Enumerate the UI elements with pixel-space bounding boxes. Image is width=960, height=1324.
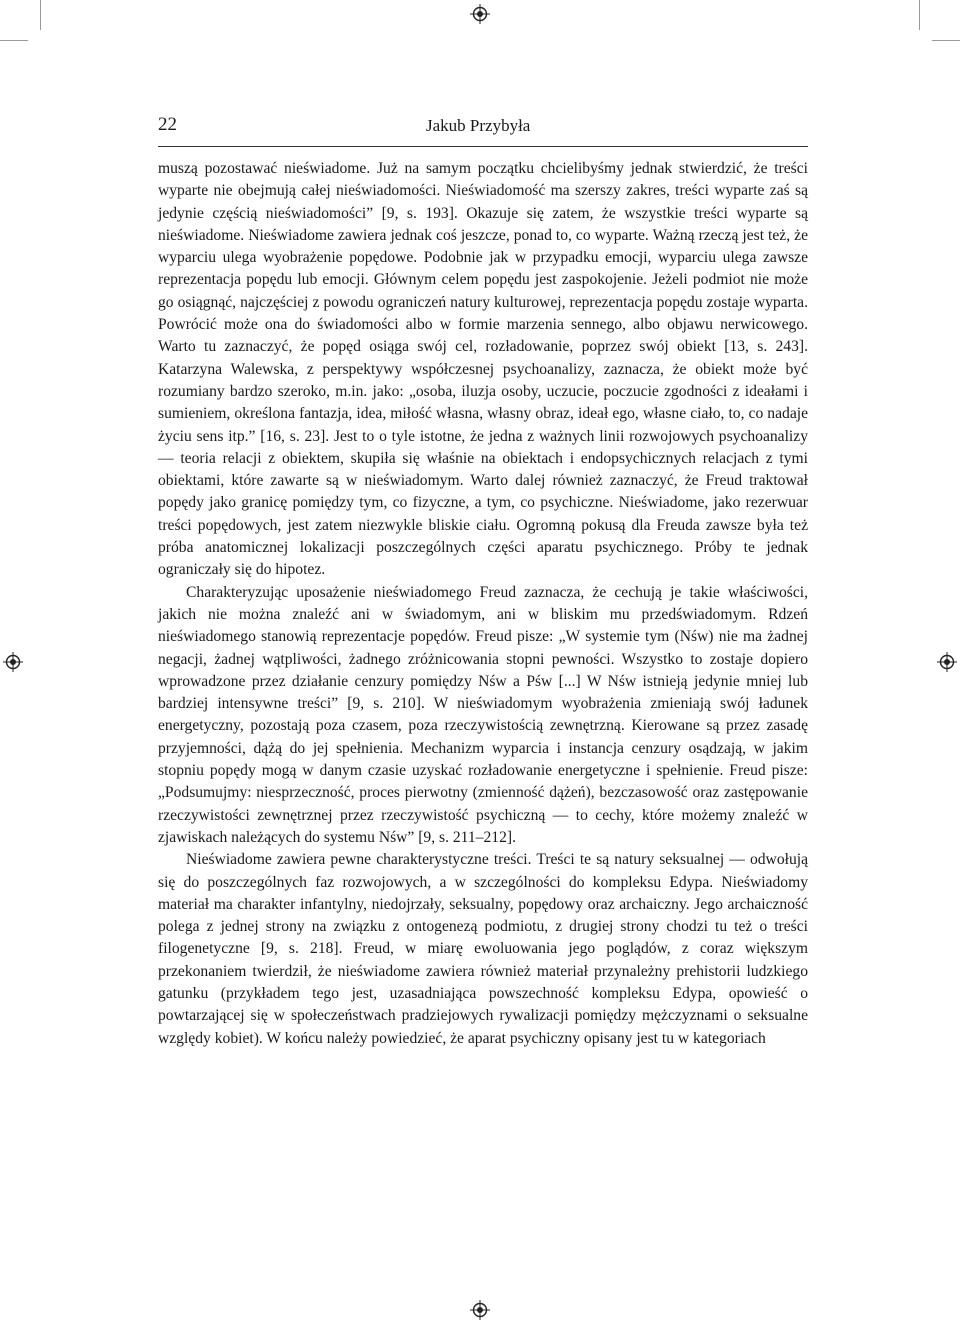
registration-mark-left-icon <box>3 652 23 672</box>
registration-mark-bottom-icon <box>470 1300 490 1320</box>
paragraph-3: Nieświadome zawiera pewne charakterystyczne treści. Treści te są natury seksualnej — odwołują się do poszczególnych faz rozwojowych, a w szczególności do kompleksu Edypa. Nieświadomy materiał ma charakter infantylny, niedojrzały, seksualny, popędowy oraz archaiczny. Jego archaiczność polega z jednej strony na związku z ontogenezą podmiotu, z drugiej strony chodzi tu też o treści filogenetyczne [9, s. 218]. Freud, w miarę ewoluowania jego poglądów, z coraz większym przekonaniem twierdził, że nieświadome zawiera również materiał przynależny prehistorii ludzkiego gatunku (przykładem tego jest, uzasadniająca powszechność kompleksu Edypa, opowieść o powtarzającej się w społeczeństwach pradziejowych rywalizacji pomiędzy mężczyznami o seksualne względy kobiet). W końcu należy powiedzieć, że aparat psychiczny opisany jest tu w kategoriach <box>158 851 808 1047</box>
crop-mark-top-right-vertical <box>919 0 920 30</box>
crop-mark-top-left-horizontal <box>0 40 28 41</box>
body-text <box>158 158 808 1050</box>
registration-mark-right-icon <box>937 652 957 672</box>
page-header <box>158 114 808 140</box>
page-number: 22 <box>158 114 177 135</box>
registration-mark-top-icon <box>470 4 490 24</box>
crop-mark-top-left-vertical <box>40 0 41 30</box>
running-head-author: Jakub Przybyła <box>426 116 531 135</box>
paragraph-2: Charakteryzując uposażenie nieświadomego Freud zaznacza, że cechują je takie właściwości, jakich nie można znaleźć ani w świadomym, ani w bliskim mu przedświadomym. Rdzeń nieświadomego stanowią reprezentacje popędów. Freud pisze: „W systemie tym (Nśw) nie ma żadnej negacji, żadnej wątpliwości, żadnego zróżnicowania stopni pewności. Wszystko to zostaje dopiero wprowadzone przez działanie cenzury pomiędzy Nśw a Pśw [...] W Nśw istnieją jedynie mniej lub bardziej intensywne treści” [9, s. 210]. W nieświadomym wyobrażenia zmieniają swój ładunek energetyczny, pozostają poza czasem, poza rzeczywistością zewnętrzną. Kierowane są przez zasadę przyjemności, dążą do jej spełnienia. Mechanizm wyparcia i instancja cenzury osądzają, w jakim stopniu popędy mogą w danym czasie uzyskać rozładowanie energetyczne i spełnienie. Freud pisze: „Podsumujmy: niesprzeczność, proces pierwotny (zmienność dążeń), bezczasowość oraz zastępowanie rzeczywistości zewnętrznej przez rzeczywistość psychiczną — to cechy, które możemy znaleźć w zjawiskach należących do systemu Nśw” [9, s. 211–212]. <box>158 583 808 846</box>
header-rule <box>158 146 808 147</box>
paragraph-1: muszą pozostawać nieświadome. Już na samym początku chcielibyśmy jednak stwierdzić, że treści wyparte nie obejmują całej nieświadomości. Nieświadomość ma szerszy zakres, treści wyparte zaś są jedynie częścią nieświadomości” [9, s. 193]. Okazuje się zatem, że wszystkie treści wyparte są nieświadome. Nieświadome zawiera jednak coś jeszcze, ponad to, co wyparte. Ważną rzeczą jest też, że wyparciu ulega wyobrażenie popędowe. Podobnie jak w przypadku emocji, wyparciu ulega zawsze reprezentacja popędu lub emocji. Głównym celem popędu jest zaspokojenie. Jeżeli podmiot nie może go osiągnąć, najczęściej z powodu ograniczeń natury kulturowej, reprezentacja popędu zostaje wyparta. Powrócić może ona do świadomości albo w formie marzenia sennego, albo objawu nerwicowego. Warto tu zaznaczyć, że popęd osiąga swój cel, rozładowanie, poprzez swój obiekt [13, s. 243]. Katarzyna Walewska, z perspektywy współczesnej psychoanalizy, zaznacza, że obiekt może być rozumiany bardzo szeroko, m.in. jako: „osoba, iluzja osoby, uczucie, poczucie zgodności z ideałami i sumieniem, określona fantazja, idea, miłość własna, własny obraz, ideał ego, własne ciało, to, co nadaje życiu sens itp.” [16, s. 23]. Jest to o tyle istotne, że jedna z ważnych linii rozwojowych psychoanalizy — teoria relacji z obiektem, skupiła się właśnie na obiektach i endopsychicznych relacjach z tymi obiektami, które zawarte są w nieświadomym. Warto dalej również zaznaczyć, że Freud traktował popędy jako granicę pomiędzy tym, co fizyczne, a tym, co psychiczne. Nieświadome, jako rezerwuar treści popędowych, jest zatem niezwykle bliskie ciału. Ogromną pokusą dla Freuda zawsze była też próba anatomicznej lokalizacji poszczególnych części aparatu psychicznego. Próby te jednak ograniczały się do hipotez. <box>158 160 808 579</box>
crop-mark-top-right-horizontal <box>932 40 960 41</box>
